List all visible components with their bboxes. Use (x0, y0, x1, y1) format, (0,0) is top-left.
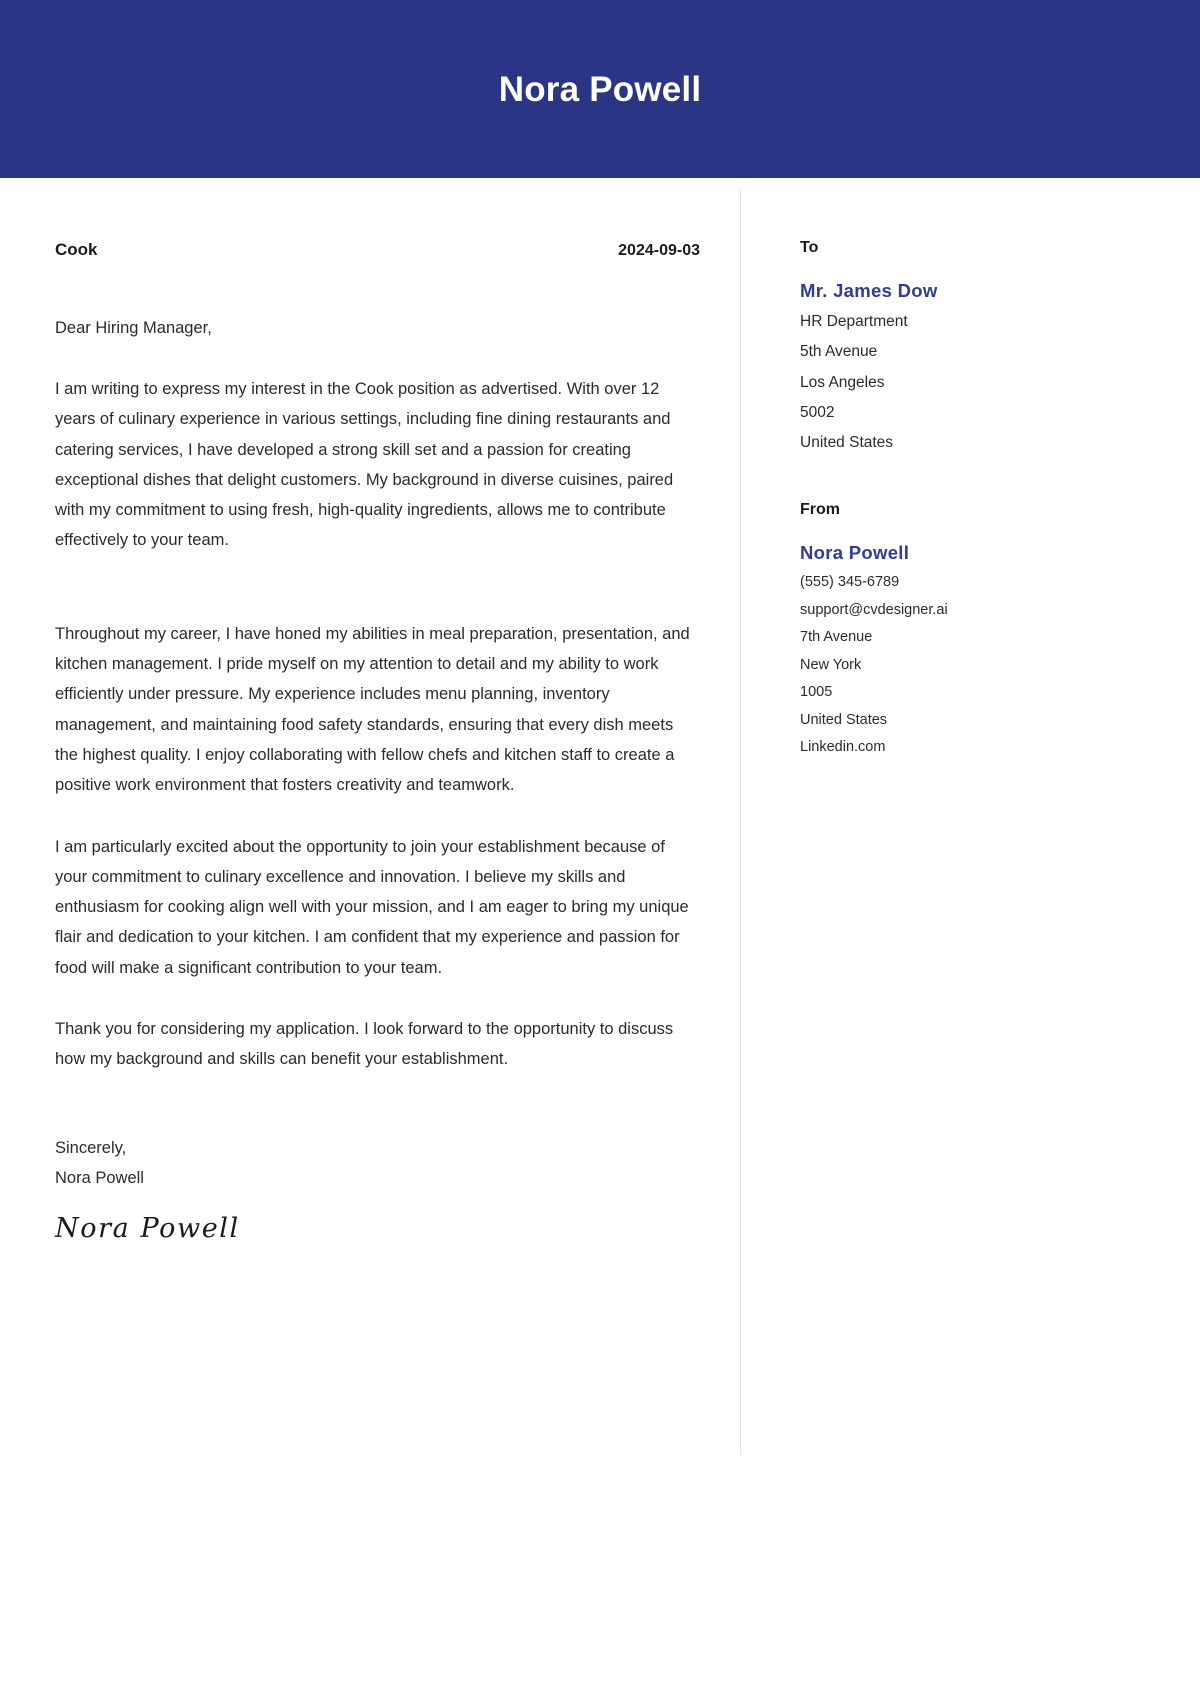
salutation: Dear Hiring Manager, (55, 319, 212, 337)
letter-column (55, 178, 700, 1245)
document-header (0, 0, 1200, 178)
letter-closing (55, 1133, 700, 1194)
address-line: 5002 (800, 403, 835, 421)
address-line: HR Department (800, 313, 908, 330)
address-line: Los Angeles (800, 373, 885, 391)
address-line: United States (800, 711, 888, 728)
address-line: 7th Avenue (800, 629, 873, 646)
recipient-address (800, 307, 1130, 458)
sender-name: Nora Powell (800, 542, 910, 564)
sender-website: Linkedin.com (800, 739, 886, 756)
sender-phone: (555) 345-6789 (800, 574, 900, 591)
column-divider (740, 190, 741, 1455)
address-line: 1005 (800, 684, 833, 701)
recipient-heading: To (800, 239, 819, 256)
address-line: New York (800, 656, 862, 673)
closing-word: Sincerely, (55, 1138, 127, 1157)
closing-name: Nora Powell (55, 1168, 144, 1187)
sender-email: support@cvdesigner.ai (800, 601, 948, 618)
sender-details (800, 569, 1130, 762)
letter-paragraph: Thank you for considering my application. I look forward to the opportunity to discuss how my background and skills can benefit your establishment. (55, 1020, 674, 1069)
sender-heading: From (800, 501, 840, 519)
contacts-column (800, 178, 1130, 762)
letter-paragraph: I am particularly excited about the opportunity to join your establishment because of your commitment to culinary excellence and innovation. I believe my skills and enthusiasm for cooking align well with your mission, and I am eager to bring my unique flair and dedication to your kitchen. I am confident that my experience and passion for food will make a significant contribution to your team. (55, 837, 689, 977)
page-title: Nora Powell (498, 69, 702, 109)
address-line: 5th Avenue (800, 343, 878, 361)
signature: Nora Powell (55, 1213, 240, 1245)
document-body (0, 178, 1200, 1684)
letter-meta-row (55, 240, 700, 260)
letter-date: 2024-09-03 (618, 242, 700, 259)
letter-paragraph: I am writing to express my interest in the Cook position as advertised. With over 12 years of culinary experience in various settings, including fine dining restaurants and catering services, I have developed a strong skill set and a passion for creating exceptional dishes that delight customers. My background in diverse cuisines, paired with my commitment to using fresh, high-quality ingredients, allows me to contribute effectively to your team. (55, 380, 674, 550)
letter-paragraph: Throughout my career, I have honed my abilities in meal preparation, presentation, and kitchen management. I pride myself on my attention to detail and my ability to work efficiently under pressure. My experience includes menu planning, inventory management, and maintaining food safety standards, ensuring that every dish meets the highest quality. I enjoy collaborating with fellow chefs and kitchen staff to create a positive work environment that fosters creativity and teamwork. (55, 624, 690, 795)
recipient-name: Mr. James Dow (800, 280, 938, 301)
address-line: United States (800, 434, 894, 452)
job-title: Cook (55, 240, 98, 259)
